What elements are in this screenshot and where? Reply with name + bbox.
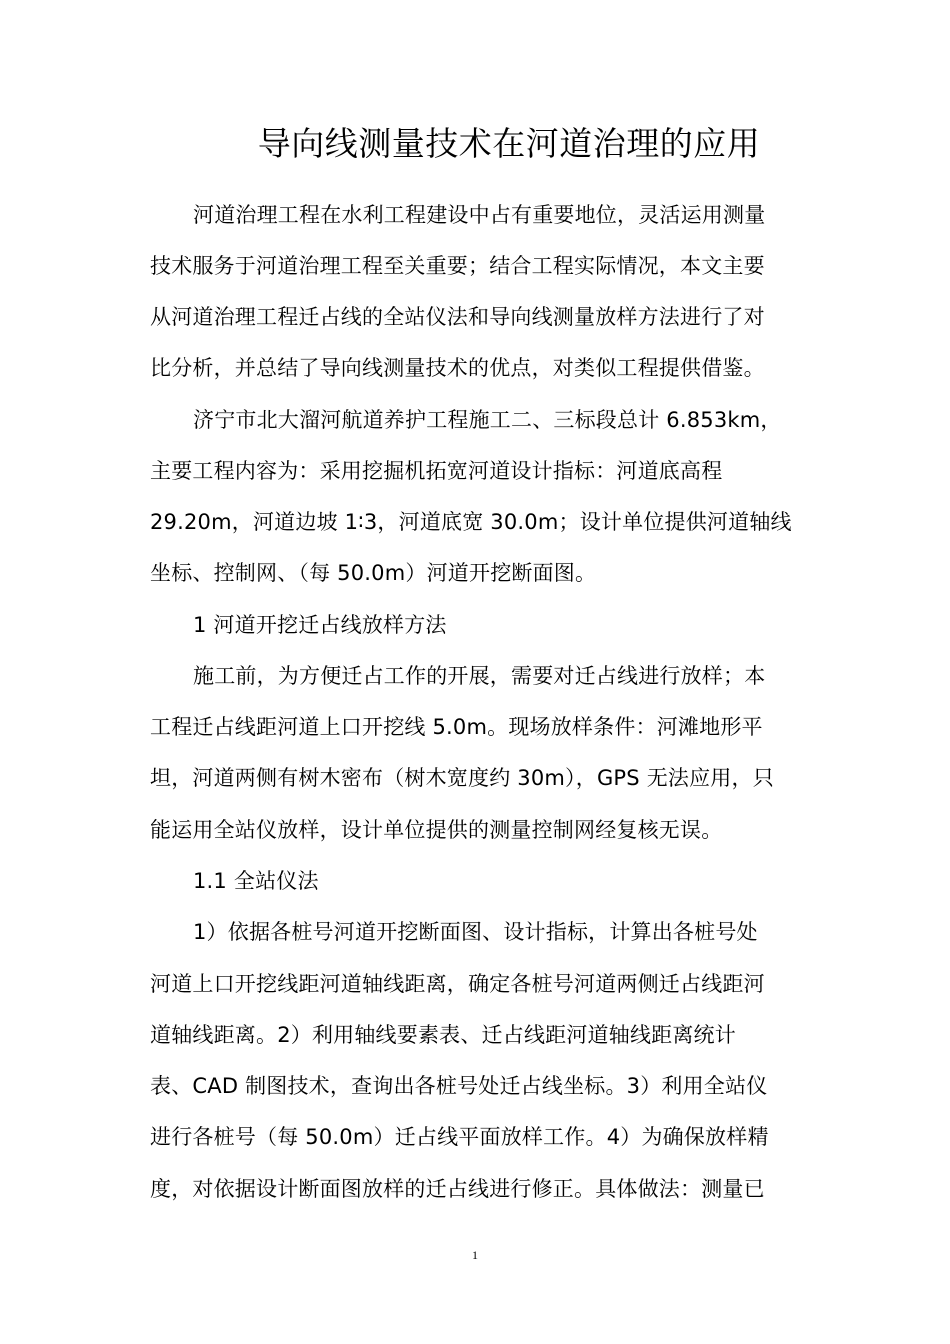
text-line-12: 坦，河道两侧有树木密布（树木宽度约 30m），GPS 无法应用，只: [150, 766, 774, 790]
text-line-10: 施工前，为方便迁占工作的开展，需要对迁占线进行放样；本: [193, 664, 766, 688]
text-line-15: 1）依据各桩号河道开挖断面图、设计指标，计算出各桩号处: [193, 920, 758, 944]
text-line-11: 工程迁占线距河道上口开挖线 5.0m。现场放样条件：河滩地形平: [150, 715, 763, 739]
text-line-4: 比分析，并总结了导向线测量技术的优点，对类似工程提供借鉴。: [150, 356, 765, 380]
document-title: 导向线测量技术在河道治理的应用: [257, 124, 761, 163]
section-heading-1: 1 河道开挖迁占线放样方法: [193, 613, 447, 637]
text-line-2: 技术服务于河道治理工程至关重要；结合工程实际情况，本文主要: [150, 254, 765, 278]
text-line-1: 河道治理工程在水利工程建设中占有重要地位，灵活运用测量: [193, 203, 766, 227]
text-line-7: 29.20m，河道边坡 1∶3，河道底宽 30.0m；设计单位提供河道轴线: [150, 510, 792, 534]
text-line-17: 道轴线距离。2）利用轴线要素表、迁占线距河道轴线距离统计: [150, 1023, 736, 1047]
text-line-13: 能运用全站仪放样，设计单位提供的测量控制网经复核无误。: [150, 818, 723, 842]
text-line-20: 度，对依据设计断面图放样的迁占线进行修正。具体做法：测量已: [150, 1177, 765, 1201]
text-line-19: 进行各桩号（每 50.0m）迁占线平面放样工作。4）为确保放样精: [150, 1125, 769, 1149]
text-line-16: 河道上口开挖线距河道轴线距离，确定各桩号河道两侧迁占线距河: [150, 972, 765, 996]
text-line-18: 表、CAD 制图技术，查询出各桩号处迁占线坐标。3）利用全站仪: [150, 1074, 768, 1098]
text-line-5: 济宁市北大溜河航道养护工程施工二、三标段总计 6.853km，: [193, 408, 782, 432]
page-number: 1: [472, 1248, 478, 1262]
section-heading-1-1: 1.1 全站仪法: [193, 869, 319, 893]
text-line-6: 主要工程内容为：采用挖掘机拓宽河道设计指标：河道底高程: [150, 459, 723, 483]
text-line-8: 坐标、控制网、（每 50.0m）河道开挖断面图。: [150, 561, 597, 585]
text-line-3: 从河道治理工程迁占线的全站仪法和导向线测量放样方法进行了对: [150, 305, 765, 329]
